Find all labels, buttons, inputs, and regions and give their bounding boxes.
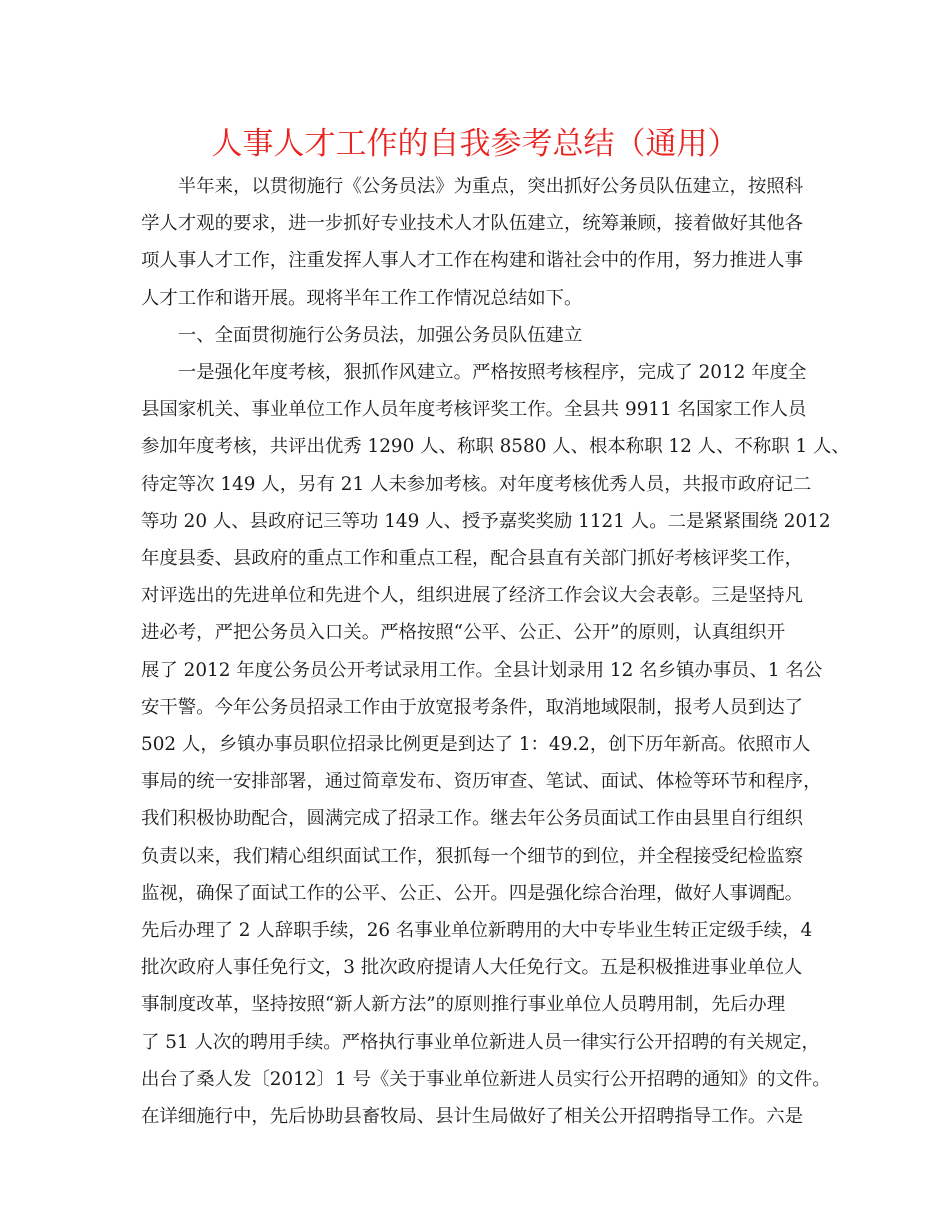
text-line: 对评选出的先进单位和先进个人，组织进展了经济工作会议大会表彰。三是坚持凡 xyxy=(141,585,804,607)
text-line: 出台了桑人发〔2012〕1 号《关于事业单位新进人员实行公开招聘的通知》的文件。 xyxy=(141,1068,831,1090)
text-line: 在详细施行中，先后协助县畜牧局、县计生局做好了相关公开招聘指导工作。六是 xyxy=(141,1106,804,1128)
text-line: 进必考，严把公务员入口关。严格按照“公平、公正、公开”的原则，认真组织开 xyxy=(141,622,786,644)
text-line: 县国家机关、事业单位工作人员年度考核评奖工作。全县共 9911 名国家工作人员 xyxy=(141,399,807,421)
text-line: 学人才观的要求，进一步抓好专业技术人才队伍建立，统筹兼顾，接着做好其他各 xyxy=(141,213,804,235)
text-line: 参加年度考核，共评出优秀 1290 人、称职 8580 人、根本称职 12 人、不称职 1 人、 xyxy=(141,436,850,458)
text-line: 502 人，乡镇办事员职位招录比例更是到达了 1：49.2，创下历年新高。依照市人 xyxy=(141,734,811,756)
text-line: 了 51 人次的聘用手续。严格执行事业单位新进人员一律实行公开招聘的有关规定， xyxy=(141,1031,820,1053)
document-title: 人事人才工作的自我参考总结（通用） xyxy=(211,126,739,162)
text-line: 事局的统一安排部署，通过简章发布、资历审查、笔试、面试、体检等环节和程序， xyxy=(141,771,822,793)
text-line: 项人事人才工作，注重发挥人事人才工作在构建和谐社会中的作用，努力推进人事 xyxy=(141,250,804,272)
document-body xyxy=(141,168,850,1135)
text-line: 待定等次 149 人，另有 21 人未参加考核。对年度考核优秀人员，共报市政府记二 xyxy=(141,473,812,495)
text-line: 安干警。今年公务员招录工作由于放宽报考条件，取消地域限制，报考人员到达了 xyxy=(141,696,804,718)
text-line: 年度县委、县政府的重点工作和重点工程，配合县直有关部门抓好考核评奖工作， xyxy=(141,548,804,570)
paragraph xyxy=(141,168,823,317)
text-line: 一是强化年度考核，狠抓作风建立。严格按照考核程序，完成了 2012 年度全 xyxy=(177,362,807,384)
text-line: 先后办理了 2 人辞职手续，26 名事业单位新聘用的大中专毕业生转正定级手续，4 xyxy=(141,920,813,942)
text-line: 展了 2012 年度公务员公开考试录用工作。全县计划录用 12 名乡镇办事员、1 名公 xyxy=(141,659,823,681)
text-line: 一、全面贯彻施行公务员法，加强公务员队伍建立 xyxy=(177,324,583,346)
paragraph xyxy=(141,354,850,1135)
text-line: 半年来，以贯彻施行《公务员法》为重点，突出抓好公务员队伍建立，按照科 xyxy=(177,176,804,197)
text-line: 人才工作和谐开展。现将半年工作工作情况总结如下。 xyxy=(141,287,583,309)
text-line: 负责以来，我们精心组织面试工作，狠抓每一个细节的到位，并全程接受纪检监察 xyxy=(141,845,804,867)
text-line: 批次政府人事任免行文，3 批次政府提请人大任免行文。五是积极推进事业单位人 xyxy=(141,957,803,979)
paragraph xyxy=(141,317,823,354)
text-line: 监视，确保了面试工作的公平、公正、公开。四是强化综合治理，做好人事调配。 xyxy=(141,882,804,904)
text-line: 我们积极协助配合，圆满完成了招录工作。继去年公务员面试工作由县里自行组织 xyxy=(141,808,804,830)
text-line: 事制度改革，坚持按照“新人新方法”的原则推行事业单位人员聘用制，先后办理 xyxy=(141,994,786,1016)
text-line: 等功 20 人、县政府记三等功 149 人、授予嘉奖奖励 1121 人。二是紧紧围绕 2012 xyxy=(141,510,831,532)
